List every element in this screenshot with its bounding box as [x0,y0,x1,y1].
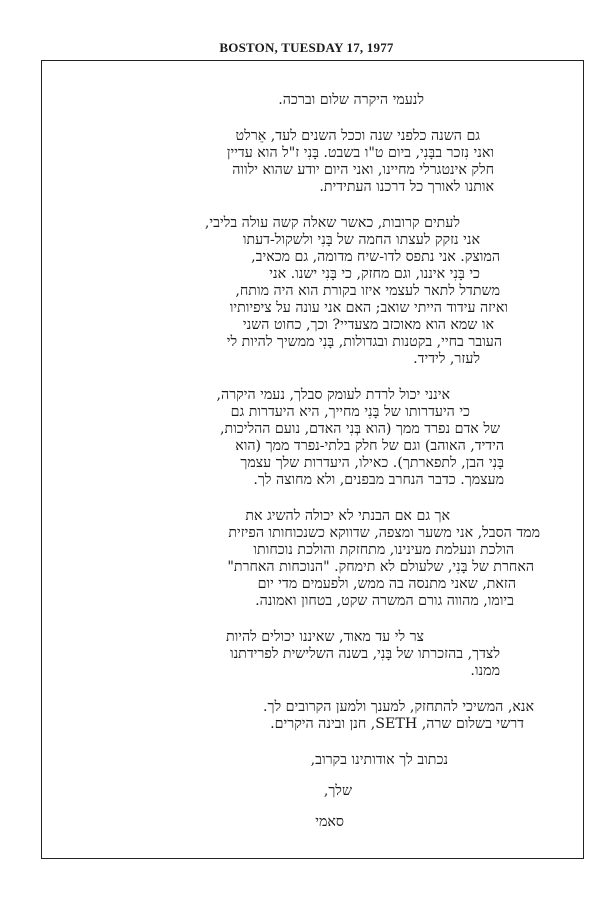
text-line: ממד הסבל, אני משער ומצפה, שדווקא כשנכוחותו הפיזית [228,525,540,541]
paragraph-2 [70,215,540,368]
text-line: ואני נִזכר בבָּנִי, ביום ט"ו בשבט. בָּנִי ז"ל הוא עדיין [226,145,494,161]
text-line: לעתים קרובות, כאשר שאלה קשה עולה בליבי, [204,215,460,231]
yours-line: שלך, [323,783,352,799]
text-line: הזאת, שאני מתנסה בה ממש, ולפעמים מדי יום [257,576,516,592]
paragraph-1 [70,128,540,196]
text-line: הידיד, האוהב) וגם של חלק בלתי-נפרד ממך (הוא [235,438,504,454]
text-line: ואיזה עידוד הייתי שואב; האם אני עונה על ציפיותיו [229,300,508,316]
paragraph-4 [70,508,540,610]
text-line: המוצק. אני נתפס לדו-שיח מדומה, גם מכאיב, [251,249,500,265]
text-line: לעזר, לידיד. [413,351,480,367]
text-line: משתדל לתאר לעצמי איזו בקורת הוא היה מותח, [235,283,500,299]
text-line: ביומו, מהווה גורם המשרה שקט, בטחון ואמונה. [255,593,514,609]
paragraph-6 [70,699,540,733]
text-line: או שמא הוא מאוכזב מצעדיי? וכך, כחוט השני [242,317,494,333]
text-line: אינני יכול לרדת לעומק סבלך, נעמי היקרה, [216,387,450,403]
text-line: כי היעדרותו של בָּנִי מחייך, היא היעדרות גם [230,404,470,420]
text-line: חלק אינטגרלי מחיינו, ואני היום יודע שהוא ילווה [232,162,494,178]
text-line: הולכת ונעלמת מעינינו, מתחזקת והולכת נוכחותו [253,542,514,558]
greeting: לנעמי היקרה שלום וברכה. [278,92,424,108]
text-line: מעצמך. כדבר הנחרב מבפנים, ולא מחוצה לך. [253,472,504,488]
text-line: לצדך, בהזכרתו של בָּנִי, בשנה השלישית לפרידתנו [229,646,500,662]
closing-line: נכתוב לך אודותינו בקרוב, [310,752,448,768]
text-line: ממנו. [470,663,500,679]
dateline: BOSTON, TUESDAY 17, 1977 [219,40,394,55]
text-line: אותנו לאורך כל דרכנו העתידית. [319,179,494,195]
paragraph-3 [70,387,540,489]
letter-body [70,92,540,831]
text-line: בָּנִי הבן, לתפארתך). כאילו, היעדרות שלך עצמך [240,455,504,471]
text-line: העובר בחיי, בקטנות ובגדולות, בָּנִי ממשיך להיות לי [226,334,502,350]
text-line: האחרת של בָּנִי, שלעולם לא תימחק. "הנוכחות האחרת" [227,559,534,575]
text-line: גם השנה כלפני שנה וככל השנים לעד, אֵרלט [235,128,480,144]
paragraph-5 [70,629,540,680]
text-line: אך גם אם הבנתי לא יכולה להשיג את [245,508,450,524]
text-line: אנא, המשיכי להתחזק, למענך ולמען הקרובים לך. [263,699,534,715]
signature: סאמי [315,814,344,830]
text-line: של אדם נפרד ממך (הוא בְּנִי האדם, נועם ההליכות, [220,421,500,437]
text-line: צר לי עד מאוד, שאיננו יכולים להיות [226,629,424,645]
text-line: אני נזקק לעצתו החמה של בָּנִי ולשקול-דעתו [242,232,480,248]
text-line: דרשי בשלום שרה, SETH, חנן ובינה היקרים. [270,716,524,732]
text-line: כי בָּנִי איננו, וגם מחזק, כי בָּנִי ישנו. אני [269,266,480,282]
